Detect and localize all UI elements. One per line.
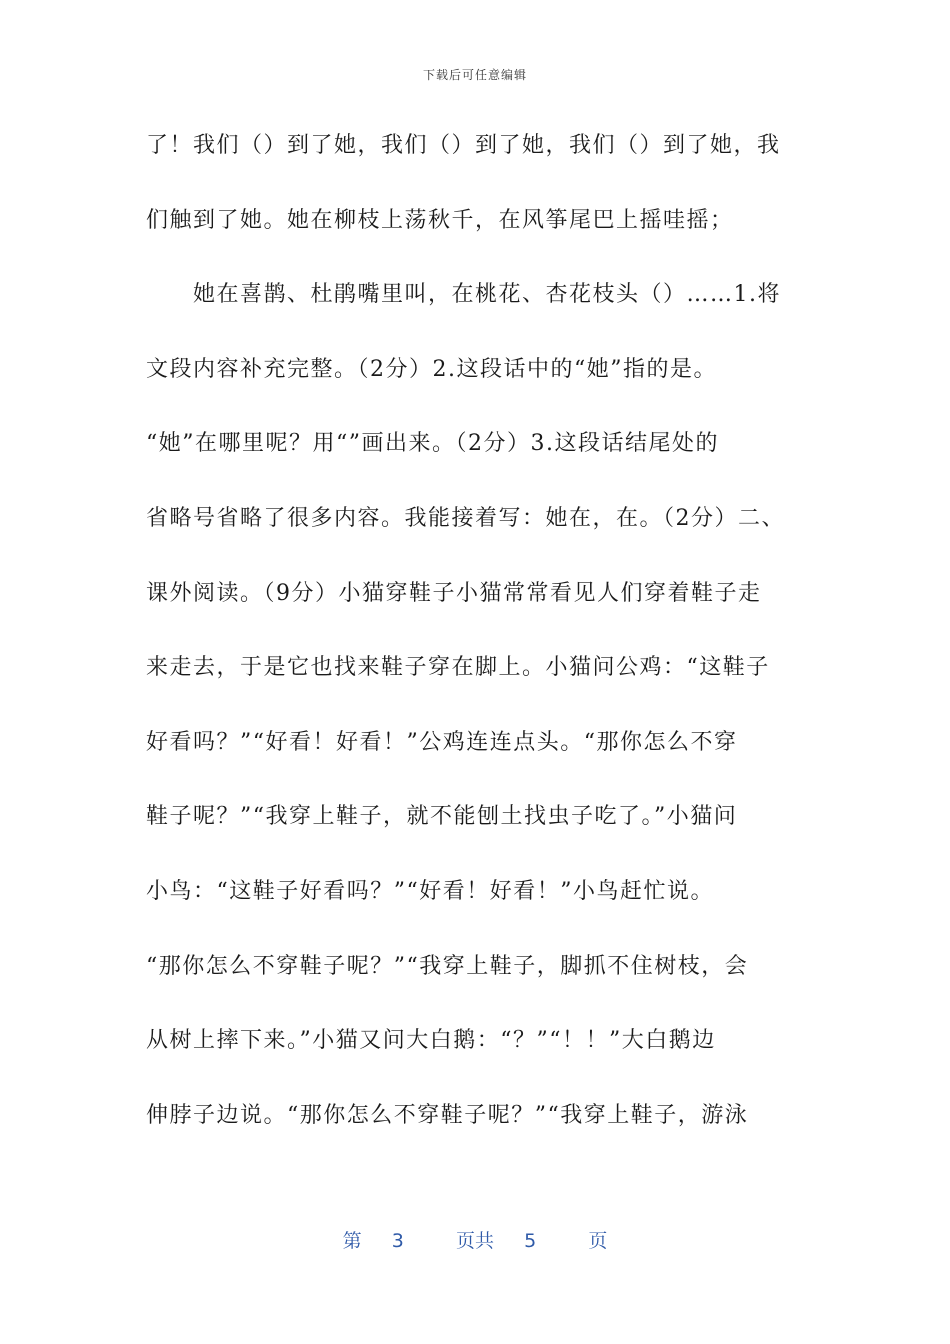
document-body (146, 118, 806, 1162)
header-note: 下载后可任意编辑 (422, 68, 527, 82)
text-line: “她”在哪里呢？用“”画出来。（2分）3.这段话结尾处的 (146, 431, 719, 457)
text-line: 好看吗？”“好看！好看！”公鸡连连点头。“那你怎么不穿 (146, 729, 738, 755)
text-line: 课外阅读。（9分）小猫穿鞋子小猫常常看见人们穿着鞋子走 (146, 580, 762, 606)
text-line: 们触到了她。她在柳枝上荡秋千，在风筝尾巴上摇哇摇； (146, 207, 734, 233)
text-line: 了！我们（）到了她，我们（）到了她，我们（）到了她，我 (146, 133, 781, 158)
text-line: 小鸟：“这鞋子好看吗？”“好看！好看！”小鸟赶忙说。 (146, 878, 714, 904)
page-number-footer (0, 1226, 950, 1253)
current-page-number: 3 (391, 1230, 404, 1252)
text-line: 从树上摔下来。”小猫又问大白鹅：“？”“！！”大白鹅边 (146, 1028, 716, 1054)
text-line: 伸脖子边说。“那你怎么不穿鞋子呢？”“我穿上鞋子，游泳 (146, 1102, 749, 1128)
text-line: 省略号省略了很多内容。我能接着写：她在，在。（2分）二、 (146, 505, 785, 531)
text-line: “那你怎么不穿鞋子呢？”“我穿上鞋子，脚抓不住树枝，会 (146, 953, 749, 979)
footer-prefix: 第 (342, 1230, 362, 1252)
footer-suffix: 页 (588, 1230, 608, 1252)
total-pages-number: 5 (524, 1230, 537, 1252)
text-line: 她在喜鹊、杜鹃嘴里叫，在桃花、杏花枝头（）……1.将 (193, 282, 781, 308)
text-line: 文段内容补充完整。（2分）2.这段话中的“她”指的是。 (146, 356, 717, 382)
text-line: 来走去，于是它也找来鞋子穿在脚上。小猫问公鸡：“这鞋子 (146, 655, 770, 681)
text-line: 鞋子呢？”“我穿上鞋子，就不能刨土找虫子吃了。”小猫问 (146, 804, 738, 830)
footer-middle: 页共 (455, 1230, 494, 1252)
